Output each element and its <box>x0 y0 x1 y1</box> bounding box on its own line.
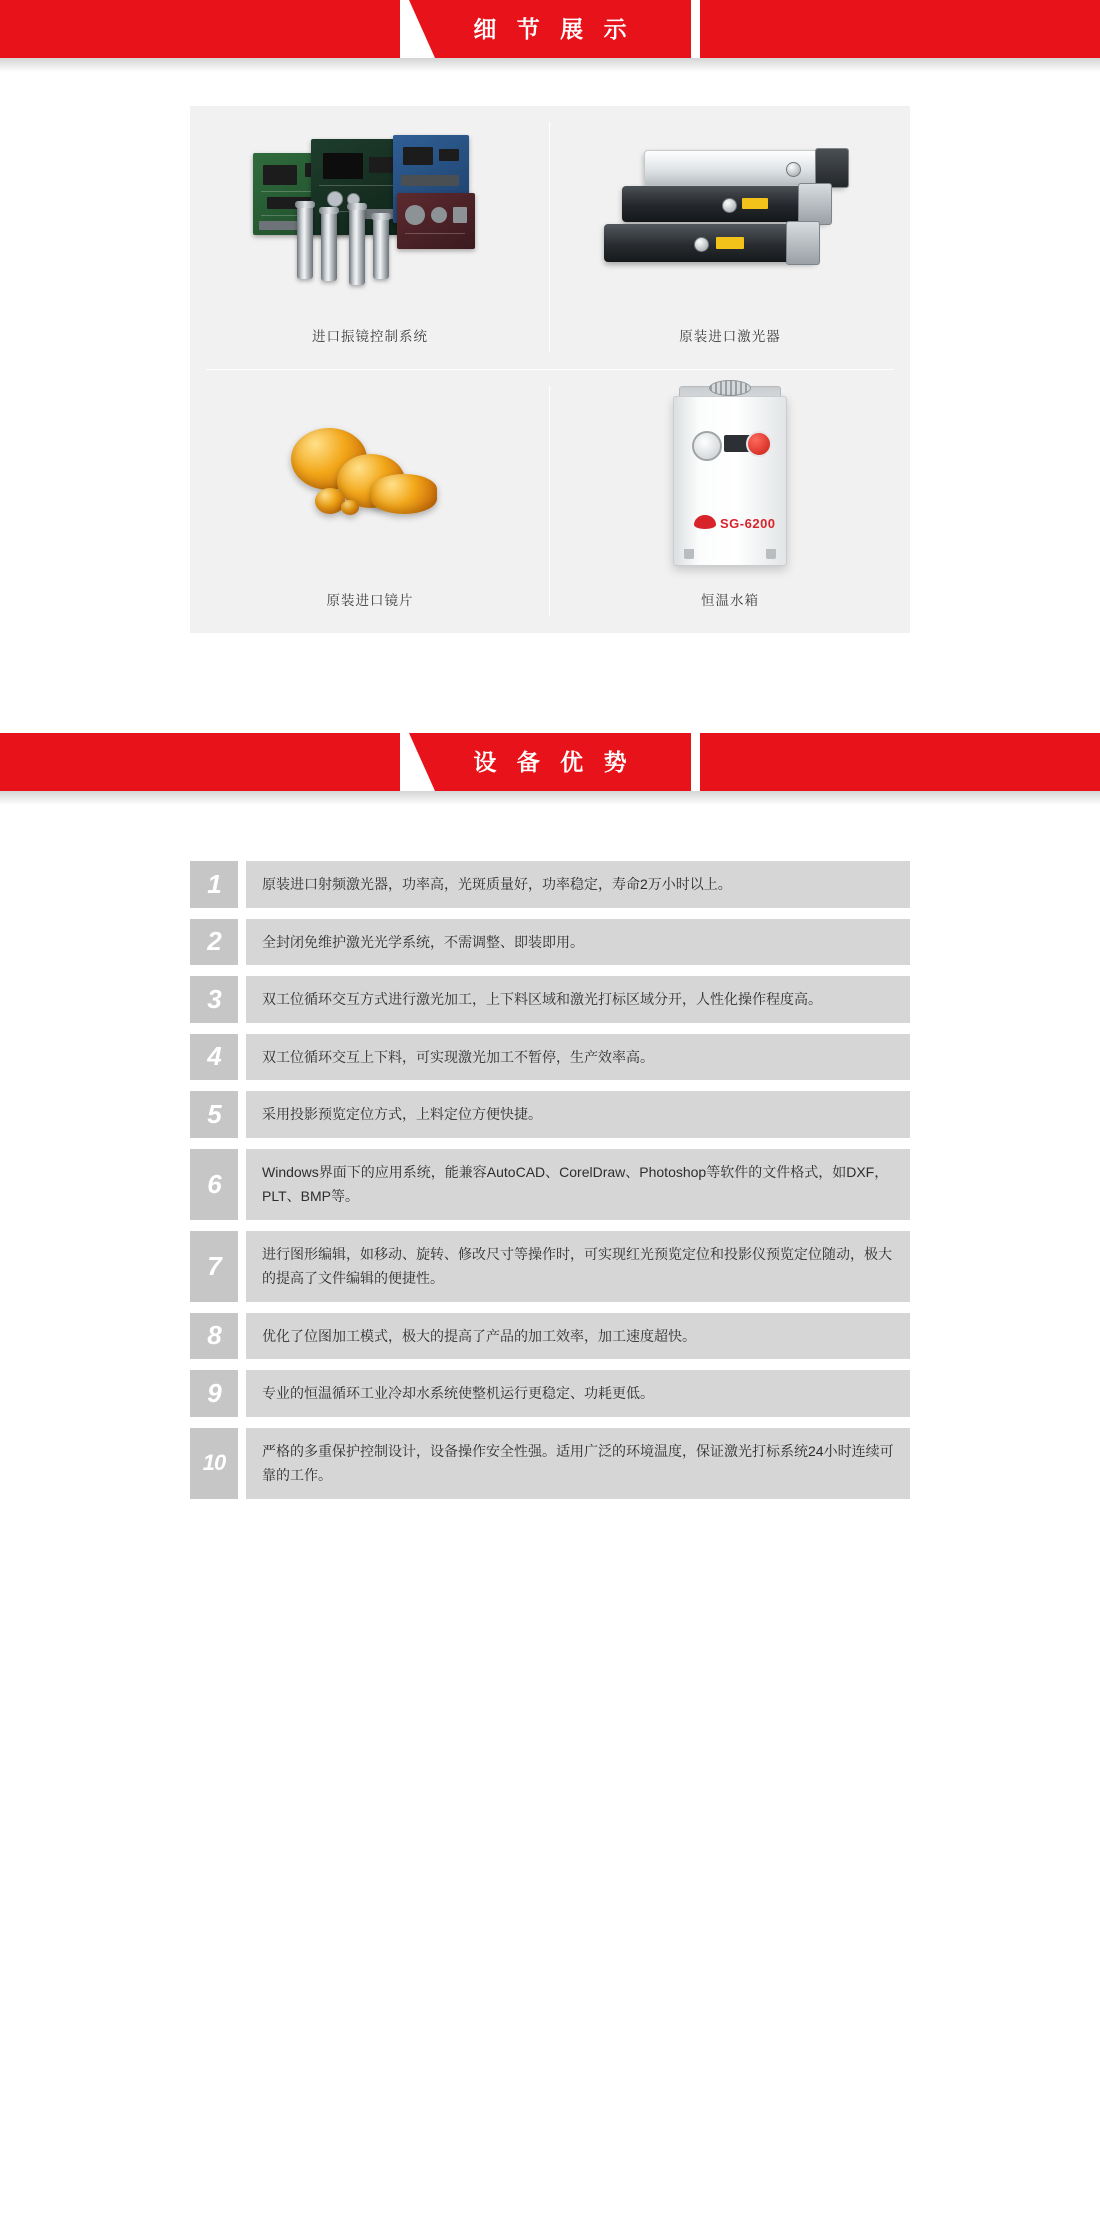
list-item <box>190 1428 910 1499</box>
list-item-text: 采用投影预览定位方式，上料定位方便快捷。 <box>246 1091 910 1138</box>
gallery-cell-lenses <box>190 370 550 633</box>
list-item-number: 7 <box>190 1231 238 1302</box>
chiller-foot <box>766 549 776 559</box>
section-banner-details <box>0 0 1100 58</box>
list-item <box>190 1313 910 1360</box>
list-item <box>190 1231 910 1302</box>
detail-gallery <box>190 106 910 633</box>
gallery-cell-control-system <box>190 106 550 369</box>
list-item <box>190 1034 910 1081</box>
list-item-text: 进行图形编辑，如移动、旋转、修改尺寸等操作时，可实现红光预览定位和投影仪预览定位随动，极大的提高了文件编辑的便捷性。 <box>246 1231 910 1302</box>
list-item <box>190 976 910 1023</box>
advantages-wrapper <box>0 805 1100 1570</box>
section-banner-advantages <box>0 733 1100 791</box>
image-water-chiller <box>550 370 910 585</box>
chiller-gauge <box>692 431 722 461</box>
list-item <box>190 1091 910 1138</box>
gallery-caption: 原装进口激光器 <box>679 329 781 344</box>
gallery-caption: 恒温水箱 <box>701 593 759 608</box>
list-item-number: 10 <box>190 1428 238 1499</box>
chiller-model-text: SG-6200 <box>720 515 776 531</box>
section-gap <box>0 633 1100 733</box>
list-item-text: 专业的恒温循环工业冷却水系统使整机运行更稳定、功耗更低。 <box>246 1370 910 1417</box>
list-item-number: 6 <box>190 1149 238 1220</box>
list-item-number: 3 <box>190 976 238 1023</box>
list-item-number: 9 <box>190 1370 238 1417</box>
list-item <box>190 1370 910 1417</box>
list-item <box>190 919 910 966</box>
list-item-number: 2 <box>190 919 238 966</box>
list-item-number: 5 <box>190 1091 238 1138</box>
section-title-details: 细 节 展 示 <box>473 16 634 42</box>
chiller-brand-logo <box>694 515 716 529</box>
list-item <box>190 861 910 908</box>
list-item-text: 全封闭免维护激光光学系统，不需调整、即装即用。 <box>246 919 910 966</box>
chiller-body <box>673 396 787 566</box>
image-pcb-control-boards <box>190 106 550 321</box>
list-item-number: 1 <box>190 861 238 908</box>
list-item <box>190 1149 910 1220</box>
detail-gallery-wrapper <box>0 72 1100 633</box>
list-item-number: 4 <box>190 1034 238 1081</box>
gallery-caption: 原装进口镜片 <box>326 593 414 608</box>
list-item-text: 严格的多重保护控制设计，设备操作安全性强。适用广泛的环境温度，保证激光打标系统24小时连续可靠的工作。 <box>246 1428 910 1499</box>
section-title-advantages: 设 备 优 势 <box>473 749 634 775</box>
chiller-fan-grille <box>709 380 751 396</box>
list-item-text: 优化了位图加工模式，极大的提高了产品的加工效率，加工速度超快。 <box>246 1313 910 1360</box>
list-item-number: 8 <box>190 1313 238 1360</box>
list-item-text: Windows界面下的应用系统，能兼容AutoCAD、CorelDraw、Photoshop等软件的文件格式，如DXF，PLT、BMP等。 <box>246 1149 910 1220</box>
advantages-list <box>190 861 910 1510</box>
chiller-foot <box>684 549 694 559</box>
list-item-text: 双工位循环交互上下料，可实现激光加工不暂停，生产效率高。 <box>246 1034 910 1081</box>
list-item-text: 原装进口射频激光器，功率高，光斑质量好，功率稳定，寿命2万小时以上。 <box>246 861 910 908</box>
gallery-cell-laser-source <box>550 106 910 369</box>
emergency-stop-button[interactable] <box>746 431 772 457</box>
image-optical-lenses <box>190 370 550 585</box>
banner-shadow <box>0 791 1100 805</box>
list-item-text: 双工位循环交互方式进行激光加工，上下料区域和激光打标区域分开，人性化操作程度高。 <box>246 976 910 1023</box>
banner-shadow <box>0 58 1100 72</box>
gallery-caption: 进口振镜控制系统 <box>312 329 428 344</box>
gallery-cell-chiller <box>550 370 910 633</box>
image-laser-tubes <box>550 106 910 321</box>
